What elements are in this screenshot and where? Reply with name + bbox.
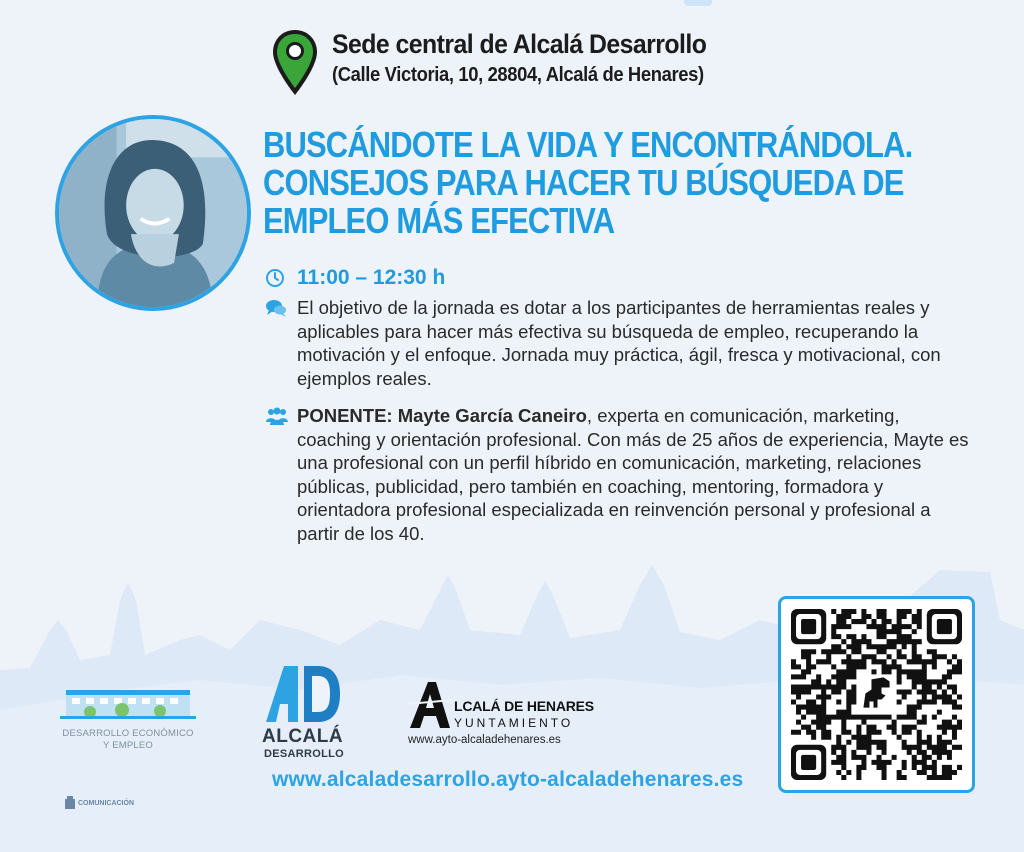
title-line-2: CONSEJOS PARA HACER TU BÚSQUEDA DE	[263, 162, 904, 203]
ad-name-2: DESARROLLO	[264, 748, 344, 760]
speaker-description	[297, 404, 977, 545]
qr-code-graphic	[791, 609, 962, 780]
comunicacion-icon	[64, 796, 76, 810]
website-link[interactable]: www.alcaladesarrollo.ayto-alcaladehenares.es	[272, 768, 744, 791]
clock-icon	[265, 268, 285, 288]
event-title	[263, 124, 913, 241]
dee-caption-2: Y EMPLEO	[103, 740, 153, 751]
location-address: (Calle Victoria, 10, 28804, Alcalá de Henares)	[332, 64, 704, 86]
comunicacion-label: COMUNICACIÓN	[78, 799, 134, 807]
ayto-a-monogram-icon	[408, 680, 452, 730]
location-block	[270, 28, 739, 98]
qr-code[interactable]	[778, 596, 975, 793]
ayto-name: LCALÁ DE HENARES	[454, 698, 594, 714]
ayto-url: www.ayto-alcaladehenares.es	[408, 734, 561, 746]
speaker-photo	[55, 115, 251, 311]
description-row	[265, 296, 977, 390]
speaker-label: PONENTE: Mayte García Caneiro	[297, 405, 587, 426]
building-illustration	[60, 680, 196, 722]
ayto-subtitle: YUNTAMIENTO	[454, 716, 574, 730]
ayuntamiento-logo	[408, 680, 608, 746]
top-accent	[684, 0, 712, 6]
chat-bubbles-icon	[265, 298, 287, 318]
ad-monogram-icon	[262, 664, 342, 724]
title-line-3: EMPLEO MÁS EFECTIVA	[263, 200, 615, 241]
people-icon	[265, 406, 289, 426]
comunicacion-logo	[64, 796, 134, 810]
speaker-row	[265, 404, 977, 545]
dee-caption-1: DESARROLLO ECONÓMICO	[62, 728, 194, 739]
map-pin-icon	[270, 28, 320, 98]
speaker-bio: , experta en comunicación, marketing, coaching y orientación profesional. Con más de 25 años de experiencia, Mayte es una profesional con un perfil híbrido en comunicación, marketing, relaciones públicas, publicidad, pero también en coaching, mentoring, formadora y orientadora profesional especializada en reinvención personal y profesional a partir de los 40.	[297, 405, 969, 544]
event-time: 11:00 – 12:30 h	[297, 266, 446, 289]
ad-name-1: ALCALÁ	[262, 726, 344, 747]
alcala-desarrollo-logo	[258, 664, 348, 760]
schedule-row	[265, 266, 445, 290]
title-line-1: BUSCÁNDOTE LA VIDA Y ENCONTRÁNDOLA.	[263, 124, 913, 165]
event-description: El objetivo de la jornada es dotar a los participantes de herramientas reales y aplicables para hacer más efectiva su búsqueda de empleo, recuperando la motivación y el enfoque. Jornada muy práctica, ágil, fresca y motivacional, con ejemplos reales.	[297, 297, 941, 389]
location-name: Sede central de Alcalá Desarrollo	[332, 29, 707, 59]
desarrollo-economico-logo	[58, 680, 198, 752]
